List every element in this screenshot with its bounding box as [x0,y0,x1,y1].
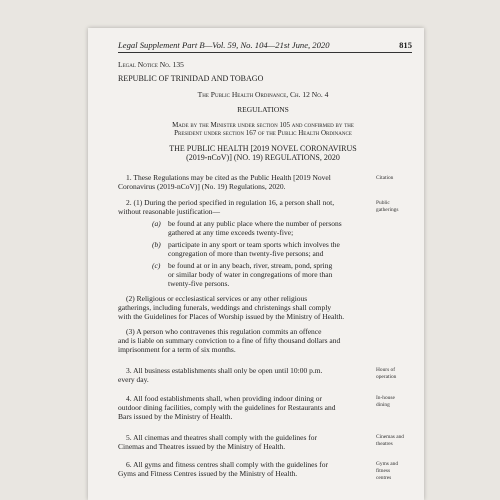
margin-note-public-gatherings-2: gatherings [376,207,399,213]
reg3-line-1: 3. All business establishments shall only be open until 10:00 p.m. [126,366,323,375]
reg4-line-3: Bars issued by the Ministry of Health. [118,412,233,421]
reg2-b-line-1: participate in any sport or team sports which involves the [168,240,340,249]
margin-note-gyms-1: Gyms and [376,461,399,467]
reg1-line-1: 1. These Regulations may be cited as the Public Health [2019 Novel [126,173,331,182]
reg2-p3-line-3: imprisonment for a term of six months. [118,345,236,354]
reg4-line-1: 4. All food establishments shall, when providing indoor dining or [126,394,323,403]
regulation-title-line-2: (2019-nCoV)] (NO. 19) REGULATIONS, 2020 [186,153,340,162]
margin-note-dining-2: dining [376,402,390,408]
regulation-title-line-1: THE PUBLIC HEALTH [2019 NOVEL CORONAVIRUS [169,144,357,153]
reg2-p3-line-1: (3) A person who contravenes this regulation commits an offence [126,327,322,336]
made-by-line-1: Made by the Minister under section 105 and confirmed by the [172,121,354,129]
reg2-p2-line-1: (2) Religious or ecclesiastical services or any other religious [126,294,308,303]
running-header [118,40,412,53]
reg2-a-label: (a) [152,219,161,228]
reg5-line-1: 5. All cinemas and theatres shall comply with the guidelines for [126,433,317,442]
margin-note-citation: Citation [376,175,394,181]
reg2-p2-line-3: with the Guidelines for Places of Worship issued by the Ministry of Health. [118,312,345,321]
document-page [88,28,424,500]
margin-note-gyms-3: centres [376,475,392,481]
margin-note-cinemas-2: theatres [376,441,393,447]
reg2-a-line-1: be found at any public place where the number of persons [168,219,342,228]
reg6-line-1: 6. All gyms and fitness centres shall comply with the guidelines for [126,460,329,469]
page-number: 815 [399,40,412,50]
reg2-p2-line-2: gatherings, including funerals, weddings and christenings shall comply [118,303,332,312]
regulations-heading: REGULATIONS [237,105,289,114]
reg1-line-2: Coronavirus (2019-nCoV)] (No. 19) Regulations, 2020. [118,182,286,191]
running-title: Legal Supplement Part B—Vol. 59, No. 104—21st June, 2020 [118,40,330,50]
legal-notice-number: Legal Notice No. 135 [118,60,184,69]
reg2-c-line-2: or similar body of water in congregations of more than [168,270,333,279]
margin-note-hours-1: Hours of [376,367,396,373]
reg2-c-line-3: twenty-five persons. [168,279,230,288]
reg3-line-2: every day. [118,375,149,384]
margin-note-gyms-2: fitness [376,468,391,474]
reg2-c-label: (c) [152,261,161,270]
reg2-b-label: (b) [152,240,161,249]
reg5-line-2: Cinemas and Theatres issued by the Ministry of Health. [118,442,286,451]
reg2-line-2: without reasonable justification— [118,207,221,216]
reg2-p3-line-2: and is liable on summary conviction to a fine of fifty thousand dollars and [118,336,341,345]
margin-note-dining-1: In-house [376,395,395,401]
reg2-a-line-2: gathered at any time exceeds twenty-five; [168,228,294,237]
margin-note-cinemas-1: Cinemas and [376,434,404,440]
reg2-b-line-2: congregation of more than twenty-five persons; and [168,249,324,258]
margin-note-hours-2: operation [376,374,397,380]
ordinance-title: The Public Health Ordinance, Ch. 12 No. 4 [197,90,329,99]
reg2-c-line-1: be found at or in any beach, river, stream, pond, spring [168,261,333,270]
made-by-line-2: President under section 167 of the Public Health Ordinance [174,129,352,137]
margin-note-public-gatherings-1: Public [376,200,390,206]
republic-heading: REPUBLIC OF TRINIDAD AND TOBAGO [118,74,264,83]
reg4-line-2: outdoor dining facilities, comply with the guidelines for Restaurants and [118,403,336,412]
reg6-line-2: Gyms and Fitness Centres issued by the Ministry of Health. [118,469,298,478]
reg2-line-1: 2. (1) During the period specified in regulation 16, a person shall not, [126,198,335,207]
